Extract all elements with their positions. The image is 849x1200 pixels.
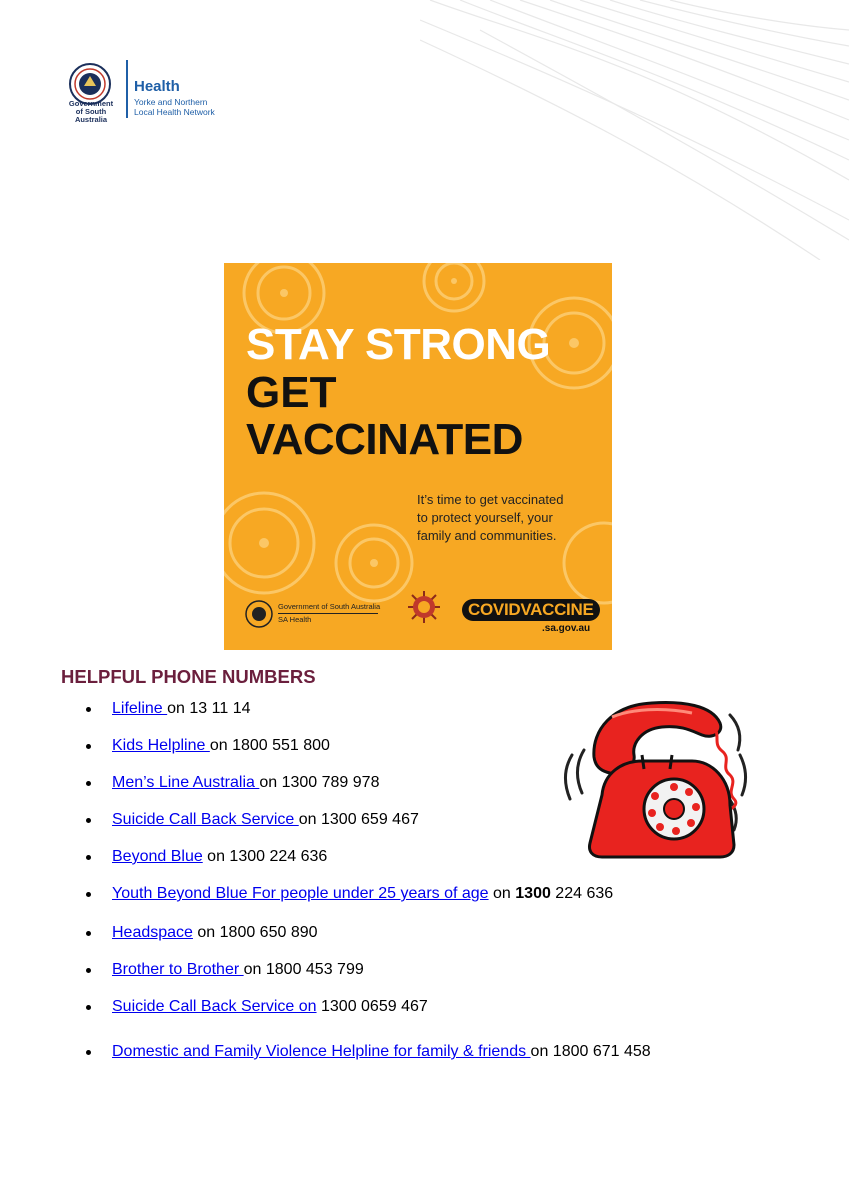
poster-headline-stay-strong: STAY STRONG [246, 320, 551, 369]
bullet [86, 707, 91, 712]
phone-number: on 13 11 14 [167, 700, 251, 717]
youth-beyond-blue-link[interactable]: Youth Beyond Blue For people under 25 years of age [112, 885, 489, 902]
phone-number: on 1800 453 799 [243, 961, 364, 978]
decorative-swirl-background [420, 0, 849, 260]
suicide-call-back-link-2[interactable]: Suicide Call Back Service on [112, 998, 317, 1015]
phone-number-rest: 224 636 [550, 885, 614, 902]
bullet [86, 892, 91, 897]
covid-vaccine-badge: COVIDVACCINE [462, 599, 600, 621]
poster-headline-get: GET [246, 368, 337, 417]
bullet [86, 744, 91, 749]
poster-headline-vaccinated: VACCINATED [246, 415, 523, 464]
phone-number-prefix: on [488, 885, 516, 902]
sa-health-label: SA Health [278, 615, 312, 624]
phone-number-bold: 1300 [515, 885, 551, 902]
poster-tagline: It’s time to get vaccinated to protect yourself, your family and communities. [417, 492, 564, 543]
suicide-call-back-link[interactable]: Suicide Call Back Service [112, 811, 299, 828]
phone-number: on 1800 650 890 [192, 924, 318, 941]
bullet [86, 855, 91, 860]
phone-number: on 1800 671 458 [530, 1043, 651, 1060]
logo-divider [126, 60, 128, 118]
health-title: Health [134, 78, 180, 95]
phone-number: 1300 0659 467 [316, 998, 428, 1015]
bullet [86, 1050, 91, 1055]
bullet [86, 818, 91, 823]
bullet [86, 931, 91, 936]
bullet [86, 968, 91, 973]
sa-government-crest-icon [244, 599, 274, 629]
lifeline-link[interactable]: Lifeline [112, 700, 168, 717]
vaccination-poster [224, 263, 612, 650]
headspace-link[interactable]: Headspace [112, 924, 193, 941]
domestic-violence-helpline-link[interactable]: Domestic and Family Violence Helpline for family & friends [112, 1043, 531, 1060]
covid-vaccine-url: .sa.gov.au [542, 623, 591, 634]
bullet [86, 781, 91, 786]
phone-number: on 1300 659 467 [298, 811, 419, 828]
phone-number: on 1300 789 978 [259, 774, 380, 791]
sa-divider [278, 613, 378, 614]
brother-to-brother-link[interactable]: Brother to Brother [112, 961, 244, 978]
virus-emblem-icon [406, 589, 442, 625]
red-telephone-icon [562, 695, 750, 867]
kids-helpline-link[interactable]: Kids Helpline [112, 737, 210, 754]
mens-line-link[interactable]: Men’s Line Australia [112, 774, 260, 791]
phone-number: on 1800 551 800 [209, 737, 330, 754]
bullet [86, 1005, 91, 1010]
government-label: Government of South Australia [68, 99, 114, 124]
sa-government-label: Government of South Australia [278, 602, 381, 611]
phone-number: on 1300 224 636 [202, 848, 328, 865]
beyond-blue-link[interactable]: Beyond Blue [112, 848, 203, 865]
network-name: Yorke and Northern Local Health Network [134, 97, 215, 117]
section-title: HELPFUL PHONE NUMBERS [61, 666, 316, 687]
